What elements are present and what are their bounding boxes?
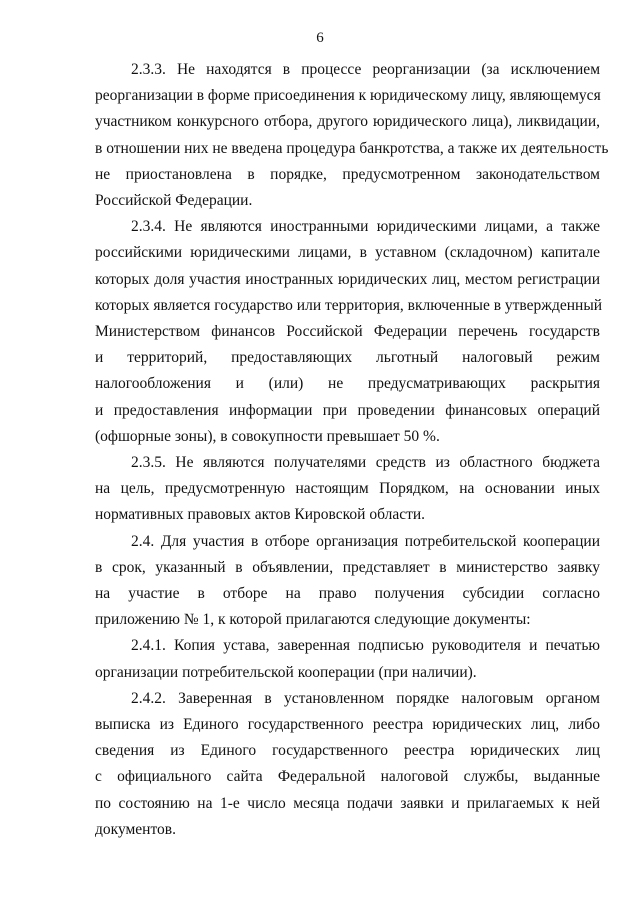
- text-line: 2.3.5. Не являются получателями средств из областного бюджета: [131, 454, 600, 472]
- text-line: не приостановлена в порядке, предусмотренном законодательством: [95, 165, 600, 183]
- text-line: (офшорные зоны), в совокупности превышает 50 %.: [95, 427, 440, 445]
- text-line: 2.4. Для участия в отборе организация потребительской кооперации: [131, 532, 600, 550]
- text-line: приложению № 1, к которой прилагаются следующие документы:: [95, 611, 531, 629]
- text-line: в отношении них не введена процедура банкротства, а также их деятельность: [95, 139, 609, 157]
- text-line: сведения из Единого государственного реестра юридических лиц: [95, 742, 600, 760]
- text-line: российскими юридическими лицами, в уставном (складочном) капитале: [95, 244, 600, 262]
- text-line: Министерством финансов Российской Федерации перечень государств: [95, 323, 600, 341]
- paragraph-2-4: [95, 529, 600, 634]
- text-line: которых является государство или территория, включенные в утвержденный: [95, 296, 603, 314]
- text-line: документов.: [95, 820, 176, 838]
- text-line: 2.3.3. Не находятся в процессе реорганизации (за исключением: [131, 61, 600, 78]
- text-line: и предоставления информации при проведении финансовых операций: [95, 401, 600, 419]
- paragraph-2-4-1: [95, 633, 600, 685]
- text-line: которых доля участия иностранных юридических лиц, местом регистрации: [95, 270, 600, 288]
- text-line: в срок, указанный в объявлении, представляет в министерство заявку: [95, 558, 600, 576]
- paragraph-2-3-4: [95, 214, 603, 450]
- text-line: Российской Федерации.: [95, 192, 253, 210]
- text-line: 2.4.1. Копия устава, заверенная подписью руководителя и печатью: [131, 637, 600, 655]
- text-line: на цель, предусмотренную настоящим Порядком, на основании иных: [95, 480, 600, 498]
- text-line: участником конкурсного отбора, другого юридического лица), ликвидации,: [95, 113, 600, 131]
- text-line: 2.3.4. Не являются иностранными юридическими лицами, а также: [131, 218, 600, 236]
- paragraph-2-3-5: [95, 450, 600, 529]
- text-line: выписка из Единого государственного реестра юридических лиц, либо: [95, 716, 600, 734]
- text-line: налогообложения и (или) не предусматривающих раскрытия: [95, 375, 600, 393]
- text-line: с официального сайта Федеральной налоговой службы, выданные: [95, 768, 600, 786]
- text-line: по состоянию на 1-е число месяца подачи заявки и прилагаемых к ней: [95, 794, 600, 812]
- paragraph-2-4-2: [95, 686, 600, 843]
- text-line: и территорий, предоставляющих льготный налоговый режим: [95, 349, 600, 367]
- document-body: [95, 57, 609, 843]
- text-line: нормативных правовых актов Кировской области.: [95, 506, 426, 524]
- page-number: 6: [316, 30, 324, 46]
- paragraph-2-3-3: [95, 57, 609, 214]
- text-line: организации потребительской кооперации (при наличии).: [95, 663, 477, 681]
- text-line: реорганизации в форме присоединения к юридическому лицу, являющемуся: [95, 87, 601, 105]
- text-line: 2.4.2. Заверенная в установленном порядке налоговым органом: [131, 689, 600, 707]
- text-line: на участие в отборе на право получения субсидии согласно: [95, 585, 600, 603]
